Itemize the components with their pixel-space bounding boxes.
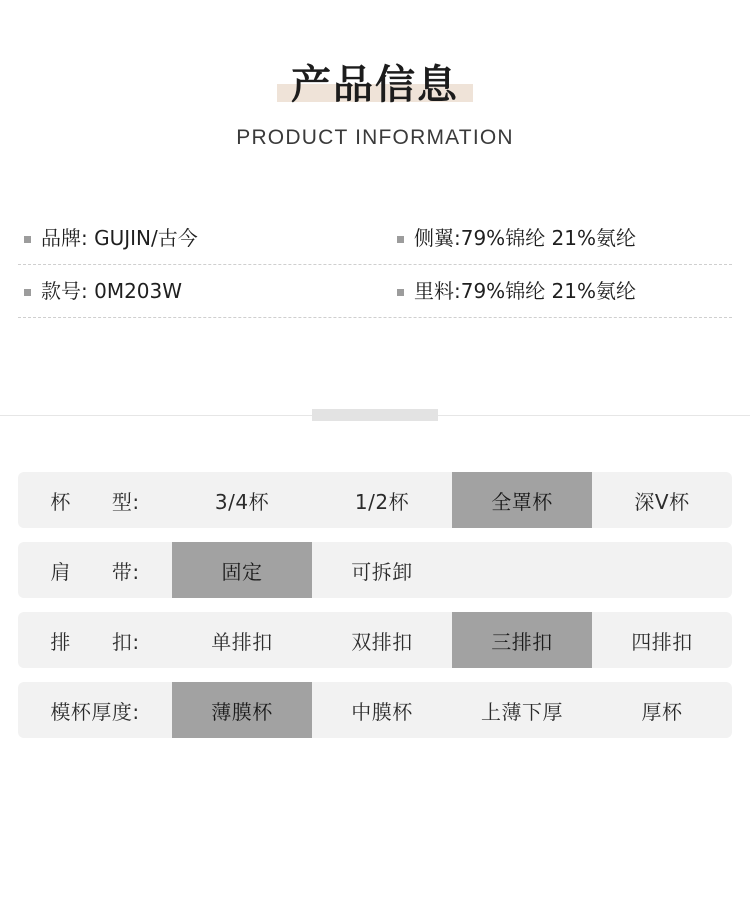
spec-cell-wing-material: [375, 212, 732, 264]
option-label: 模杯厚度:: [50, 699, 140, 724]
option-item-strap-empty-2: [592, 542, 732, 598]
option-item-thickness-thin-top-thick-bottom[interactable]: 上薄下厚: [481, 699, 563, 724]
option-item-thickness-thin[interactable]: 薄膜杯: [172, 682, 312, 738]
option-item-cup-full[interactable]: 全罩杯: [452, 472, 592, 528]
option-item-strap-fixed[interactable]: 固定: [172, 542, 312, 598]
option-row-cup-thickness: [18, 682, 732, 738]
spec-cell-brand: [18, 212, 375, 264]
spec-cell-lining-material: [375, 265, 732, 317]
option-values: [172, 612, 732, 668]
option-item-hooks-double[interactable]: 双排扣: [351, 629, 413, 654]
page-title-cn: 产品信息: [291, 62, 459, 108]
section-divider: [0, 404, 750, 428]
page-header: [0, 0, 750, 150]
spec-text: 侧翼:79%锦纶 21%氨纶: [414, 226, 637, 250]
bullet-icon: [24, 236, 31, 243]
option-item-strap-detachable[interactable]: 可拆卸: [351, 559, 413, 584]
option-item-cup-34[interactable]: 3/4杯: [214, 489, 270, 514]
option-label: 杯 型:: [50, 489, 140, 514]
option-label: 排 扣:: [50, 629, 140, 654]
page-title-en: PRODUCT INFORMATION: [236, 126, 514, 149]
option-table: [18, 472, 732, 738]
option-item-hooks-single[interactable]: 单排扣: [211, 629, 273, 654]
option-row-hooks: [18, 612, 732, 668]
spec-text: 品牌: GUJIN/古今: [41, 226, 198, 250]
option-values: [172, 472, 732, 528]
spec-cell-style-number: [18, 265, 375, 317]
spec-list: [18, 212, 732, 318]
option-values: [172, 682, 732, 738]
spec-row: [18, 212, 732, 265]
option-item-strap-empty-1: [452, 542, 592, 598]
spec-text: 款号: 0M203W: [41, 279, 183, 303]
option-item-cup-deepv[interactable]: 深V杯: [634, 489, 690, 514]
option-item-thickness-medium[interactable]: 中膜杯: [351, 699, 413, 724]
divider-block: [312, 409, 438, 421]
bullet-icon: [397, 289, 404, 296]
bullet-icon: [24, 289, 31, 296]
option-item-hooks-quad[interactable]: 四排扣: [631, 629, 693, 654]
spec-text: 里料:79%锦纶 21%氨纶: [414, 279, 637, 303]
option-row-cup-type: [18, 472, 732, 528]
option-values: [172, 542, 732, 598]
option-item-thickness-thick[interactable]: 厚杯: [641, 699, 683, 724]
spec-row: [18, 265, 732, 318]
option-item-cup-12[interactable]: 1/2杯: [354, 489, 410, 514]
option-item-hooks-triple[interactable]: 三排扣: [452, 612, 592, 668]
bullet-icon: [397, 236, 404, 243]
option-row-strap: [18, 542, 732, 598]
option-label: 肩 带:: [50, 559, 140, 584]
page-title: [277, 62, 473, 108]
